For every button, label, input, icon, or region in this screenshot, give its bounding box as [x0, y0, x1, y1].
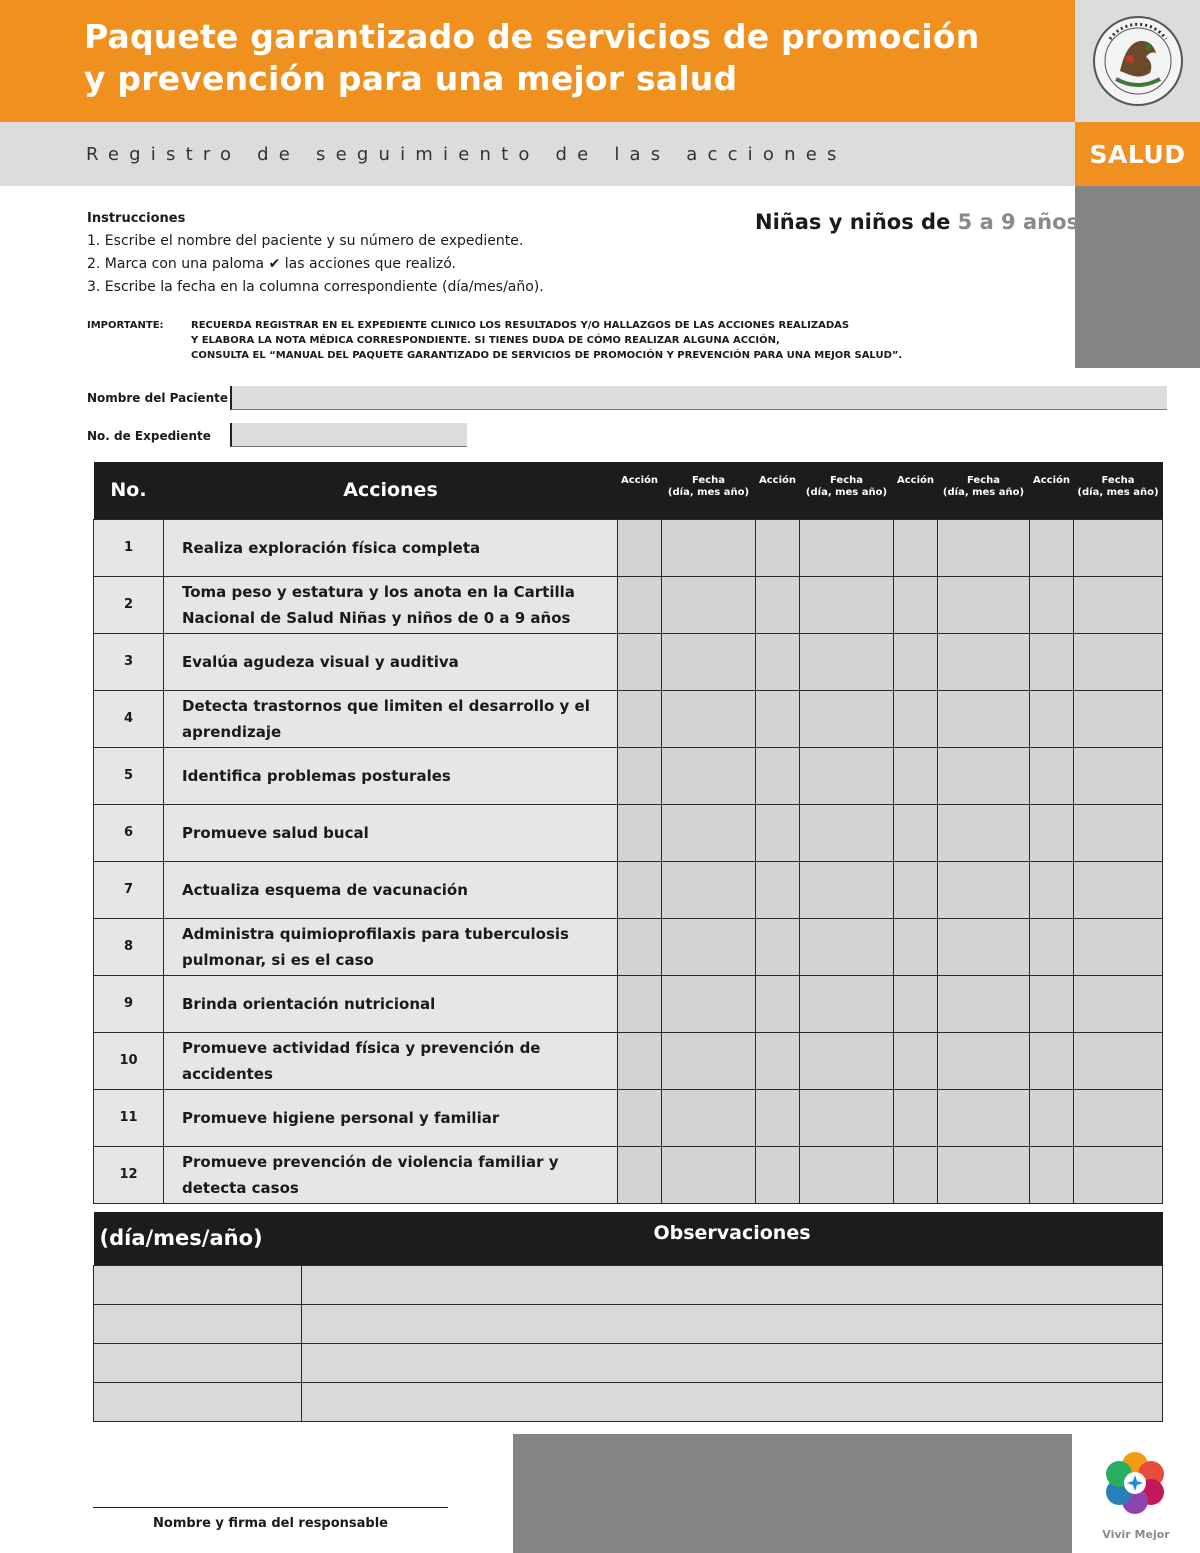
action-check-cell[interactable]	[618, 918, 662, 975]
action-check-cell[interactable]	[756, 804, 800, 861]
column-header-accion: Acción	[756, 462, 800, 519]
table-row	[94, 633, 1163, 690]
action-check-cell[interactable]	[1030, 690, 1074, 747]
date-cell[interactable]	[800, 861, 894, 918]
side-gray-block	[1075, 186, 1200, 368]
action-check-cell[interactable]	[618, 690, 662, 747]
date-cell[interactable]	[800, 804, 894, 861]
date-cell[interactable]	[1074, 1032, 1163, 1089]
action-check-cell[interactable]	[894, 1089, 938, 1146]
signature-line	[93, 1507, 448, 1508]
row-number: 10	[94, 1032, 164, 1089]
row-number: 1	[94, 519, 164, 576]
national-seal-icon	[1090, 13, 1186, 109]
date-cell[interactable]	[938, 633, 1030, 690]
brand-badge: SALUD	[1075, 122, 1200, 186]
date-cell[interactable]	[800, 1089, 894, 1146]
action-check-cell[interactable]	[618, 747, 662, 804]
column-header-accion: Acción	[894, 462, 938, 519]
action-check-cell[interactable]	[894, 861, 938, 918]
action-check-cell[interactable]	[1030, 975, 1074, 1032]
date-cell[interactable]	[938, 975, 1030, 1032]
action-check-cell[interactable]	[1030, 918, 1074, 975]
action-check-cell[interactable]	[618, 576, 662, 633]
action-check-cell[interactable]	[894, 918, 938, 975]
observation-date-cell[interactable]	[94, 1382, 302, 1421]
row-number: 6	[94, 804, 164, 861]
row-action: Realiza exploración física completa	[164, 519, 618, 576]
action-check-cell[interactable]	[756, 633, 800, 690]
action-check-cell[interactable]	[1030, 804, 1074, 861]
row-action: Actualiza esquema de vacunación	[164, 861, 618, 918]
row-action: Administra quimioprofilaxis para tuberculosis pulmonar, si es el caso	[164, 918, 618, 975]
observation-row	[94, 1382, 1163, 1421]
patient-name-label: Nombre del Paciente	[87, 391, 228, 405]
date-cell[interactable]	[938, 918, 1030, 975]
observations-header-row	[94, 1212, 1163, 1265]
seal-box	[1075, 0, 1200, 122]
instruction-item: 3. Escribe la fecha en la columna correspondiente (día/mes/año).	[87, 279, 544, 295]
date-cell[interactable]	[800, 633, 894, 690]
important-label: IMPORTANTE:	[87, 320, 164, 331]
row-action: Promueve higiene personal y familiar	[164, 1089, 618, 1146]
bottom-gray-block	[513, 1434, 1072, 1553]
date-cell[interactable]	[800, 1032, 894, 1089]
row-number: 5	[94, 747, 164, 804]
observation-date-cell[interactable]	[94, 1304, 302, 1343]
date-cell[interactable]	[800, 918, 894, 975]
date-cell[interactable]	[800, 519, 894, 576]
action-check-cell[interactable]	[618, 1146, 662, 1203]
table-row	[94, 861, 1163, 918]
action-check-cell[interactable]	[1030, 519, 1074, 576]
observations-body	[94, 1265, 1163, 1421]
action-check-cell[interactable]	[756, 690, 800, 747]
action-check-cell[interactable]	[894, 975, 938, 1032]
row-action: Promueve prevención de violencia familiar y detecta casos	[164, 1146, 618, 1203]
record-number-field[interactable]	[230, 423, 467, 447]
date-cell[interactable]	[662, 918, 756, 975]
observation-text-cell[interactable]	[302, 1265, 1163, 1304]
date-cell[interactable]	[662, 1032, 756, 1089]
observation-date-cell[interactable]	[94, 1343, 302, 1382]
action-check-cell[interactable]	[756, 1032, 800, 1089]
date-cell[interactable]	[1074, 690, 1163, 747]
column-header-fecha: Fecha (día, mes año)	[1074, 462, 1163, 519]
date-cell[interactable]	[662, 1146, 756, 1203]
date-cell[interactable]	[1074, 975, 1163, 1032]
date-cell[interactable]	[938, 519, 1030, 576]
observation-text-cell[interactable]	[302, 1382, 1163, 1421]
column-header-accion: Acción	[1030, 462, 1074, 519]
important-line: RECUERDA REGISTRAR EN EL EXPEDIENTE CLINICO LOS RESULTADOS Y/O HALLAZGOS DE LAS ACCIONES REALIZADAS	[191, 320, 850, 331]
subtitle: Registro de seguimiento de las acciones	[86, 144, 847, 165]
row-number: 4	[94, 690, 164, 747]
record-number-label: No. de Expediente	[87, 429, 211, 443]
date-cell[interactable]	[1074, 747, 1163, 804]
row-number: 2	[94, 576, 164, 633]
column-header-date: (día/mes/año)	[94, 1212, 302, 1265]
date-cell[interactable]	[1074, 1146, 1163, 1203]
important-text	[191, 318, 902, 363]
table-row	[94, 747, 1163, 804]
action-check-cell[interactable]	[894, 747, 938, 804]
table-row	[94, 804, 1163, 861]
date-cell[interactable]	[662, 1089, 756, 1146]
instruction-item: 2. Marca con una paloma ✔ las acciones que realizó.	[87, 256, 457, 272]
observation-row	[94, 1343, 1163, 1382]
date-cell[interactable]	[662, 975, 756, 1032]
date-cell[interactable]	[1074, 861, 1163, 918]
observations-table	[93, 1212, 1163, 1422]
row-action: Promueve salud bucal	[164, 804, 618, 861]
page-title	[84, 16, 1064, 100]
date-cell[interactable]	[1074, 918, 1163, 975]
action-check-cell[interactable]	[1030, 747, 1074, 804]
action-check-cell[interactable]	[756, 1089, 800, 1146]
date-cell[interactable]	[800, 747, 894, 804]
row-action: Promueve actividad física y prevención de accidentes	[164, 1032, 618, 1089]
table-row	[94, 918, 1163, 975]
date-cell[interactable]	[662, 861, 756, 918]
action-check-cell[interactable]	[756, 918, 800, 975]
logo-text: Vivir Mejor	[1102, 1528, 1170, 1541]
observation-text-cell[interactable]	[302, 1304, 1163, 1343]
observation-row	[94, 1304, 1163, 1343]
date-cell[interactable]	[938, 690, 1030, 747]
column-header-accion: Acción	[618, 462, 662, 519]
title-line-2: y prevención para una mejor salud	[84, 59, 738, 98]
table-header-row	[94, 462, 1163, 519]
date-cell[interactable]	[662, 519, 756, 576]
action-check-cell[interactable]	[1030, 861, 1074, 918]
action-check-cell[interactable]	[756, 1146, 800, 1203]
observation-row	[94, 1265, 1163, 1304]
action-check-cell[interactable]	[618, 519, 662, 576]
row-number: 3	[94, 633, 164, 690]
vivir-mejor-logo-icon	[1100, 1448, 1170, 1518]
column-header-fecha: Fecha (día, mes año)	[800, 462, 894, 519]
table-row	[94, 1146, 1163, 1203]
date-cell[interactable]	[938, 861, 1030, 918]
action-check-cell[interactable]	[894, 1146, 938, 1203]
action-check-cell[interactable]	[618, 975, 662, 1032]
action-check-cell[interactable]	[756, 747, 800, 804]
important-line: CONSULTA EL “MANUAL DEL PAQUETE GARANTIZADO DE SERVICIOS DE PROMOCIÓN Y PREVENCIÓN PARA UNA MEJOR SALUD”.	[191, 350, 903, 361]
row-action: Detecta trastornos que limiten el desarrollo y el aprendizaje	[164, 690, 618, 747]
actions-body	[94, 519, 1163, 1203]
row-number: 8	[94, 918, 164, 975]
column-header-observations: Observaciones	[302, 1212, 1163, 1265]
signature-label: Nombre y firma del responsable	[153, 1516, 388, 1531]
date-cell[interactable]	[662, 804, 756, 861]
audience-heading	[755, 210, 1079, 234]
important-line: Y ELABORA LA NOTA MÉDICA CORRESPONDIENTE. SI TIENES DUDA DE CÓMO REALIZAR ALGUNA ACCIÓN,	[191, 335, 780, 346]
date-cell[interactable]	[1074, 633, 1163, 690]
date-cell[interactable]	[1074, 519, 1163, 576]
instructions-heading: Instrucciones	[87, 211, 186, 226]
row-number: 9	[94, 975, 164, 1032]
actions-table	[93, 462, 1163, 1204]
date-cell[interactable]	[1074, 1089, 1163, 1146]
action-check-cell[interactable]	[894, 633, 938, 690]
action-check-cell[interactable]	[618, 804, 662, 861]
action-check-cell[interactable]	[894, 1032, 938, 1089]
row-number: 11	[94, 1089, 164, 1146]
table-row	[94, 690, 1163, 747]
audience-range: 5 a 9 años	[957, 210, 1080, 234]
date-cell[interactable]	[938, 747, 1030, 804]
observation-date-cell[interactable]	[94, 1265, 302, 1304]
action-check-cell[interactable]	[756, 975, 800, 1032]
date-cell[interactable]	[938, 1146, 1030, 1203]
observation-text-cell[interactable]	[302, 1343, 1163, 1382]
row-action: Evalúa agudeza visual y auditiva	[164, 633, 618, 690]
date-cell[interactable]	[800, 576, 894, 633]
action-check-cell[interactable]	[756, 861, 800, 918]
instruction-item: 1. Escribe el nombre del paciente y su número de expediente.	[87, 233, 524, 249]
date-cell[interactable]	[938, 1089, 1030, 1146]
date-cell[interactable]	[662, 747, 756, 804]
action-check-cell[interactable]	[1030, 1146, 1074, 1203]
action-check-cell[interactable]	[894, 576, 938, 633]
date-cell[interactable]	[800, 1146, 894, 1203]
action-check-cell[interactable]	[1030, 576, 1074, 633]
table-row	[94, 576, 1163, 633]
row-number: 7	[94, 861, 164, 918]
date-cell[interactable]	[938, 1032, 1030, 1089]
action-check-cell[interactable]	[894, 804, 938, 861]
date-cell[interactable]	[1074, 576, 1163, 633]
action-check-cell[interactable]	[1030, 633, 1074, 690]
date-cell[interactable]	[1074, 804, 1163, 861]
date-cell[interactable]	[800, 690, 894, 747]
row-action: Brinda orientación nutricional	[164, 975, 618, 1032]
table-row	[94, 975, 1163, 1032]
action-check-cell[interactable]	[1030, 1089, 1074, 1146]
date-cell[interactable]	[662, 690, 756, 747]
action-check-cell[interactable]	[618, 1032, 662, 1089]
action-check-cell[interactable]	[618, 1089, 662, 1146]
date-cell[interactable]	[662, 633, 756, 690]
action-check-cell[interactable]	[618, 633, 662, 690]
column-header-no: No.	[94, 462, 164, 519]
date-cell[interactable]	[938, 576, 1030, 633]
instructions	[87, 207, 544, 299]
action-check-cell[interactable]	[756, 576, 800, 633]
action-check-cell[interactable]	[618, 861, 662, 918]
table-row	[94, 1032, 1163, 1089]
column-header-fecha: Fecha (día, mes año)	[662, 462, 756, 519]
patient-name-field[interactable]	[230, 386, 1167, 410]
row-action: Identifica problemas posturales	[164, 747, 618, 804]
column-header-fecha: Fecha (día, mes año)	[938, 462, 1030, 519]
audience-prefix: Niñas y niños de	[755, 210, 958, 234]
date-cell[interactable]	[938, 804, 1030, 861]
table-row	[94, 519, 1163, 576]
row-number: 12	[94, 1146, 164, 1203]
action-check-cell[interactable]	[894, 690, 938, 747]
date-cell[interactable]	[662, 576, 756, 633]
date-cell[interactable]	[800, 975, 894, 1032]
action-check-cell[interactable]	[756, 519, 800, 576]
row-action: Toma peso y estatura y los anota en la Cartilla Nacional de Salud Niñas y niños de 0 a 9 años	[164, 576, 618, 633]
table-row	[94, 1089, 1163, 1146]
action-check-cell[interactable]	[1030, 1032, 1074, 1089]
title-line-1: Paquete garantizado de servicios de promoción	[84, 17, 980, 56]
column-header-acciones: Acciones	[164, 462, 618, 519]
action-check-cell[interactable]	[894, 519, 938, 576]
